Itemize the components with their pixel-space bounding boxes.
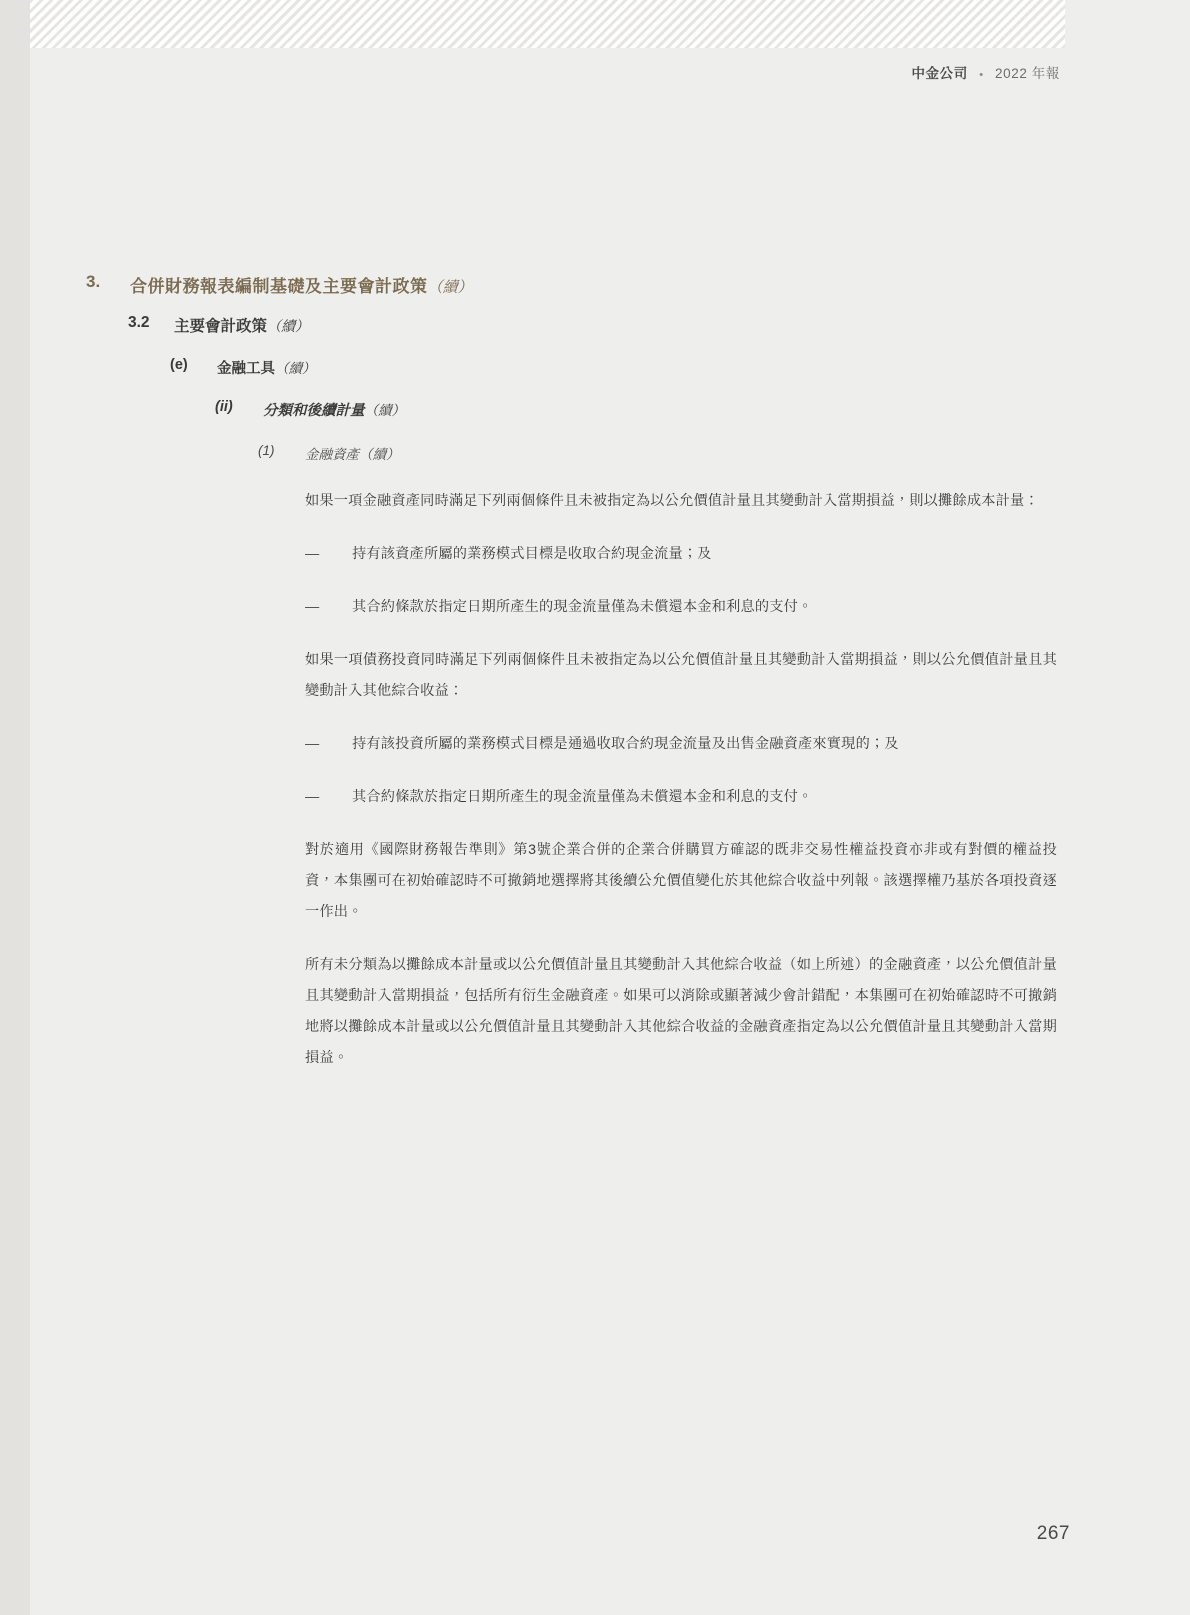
heading-level-1-number: 3. bbox=[86, 272, 101, 291]
list-item-text: 持有該投資所屬的業務模式目標是通過收取合約現金流量及出售金融資產來實現的；及 bbox=[352, 736, 899, 752]
list-item-text: 持有該資產所屬的業務模式目標是收取合約現金流量；及 bbox=[352, 546, 712, 562]
heading-level-3-continued: （續） bbox=[275, 361, 316, 376]
list-item bbox=[305, 729, 1057, 760]
em-dash-bullet-icon: — bbox=[305, 736, 320, 752]
heading-level-2-text bbox=[174, 314, 309, 336]
paragraph-fvtpl-default: 所有未分類為以攤餘成本計量或以公允價值計量且其變動計入其他綜合收益（如上所述）的金融資產，以公允價值計量且其變動計入當期損益，包括所有衍生金融資產。如果可以消除或顯著減少會計錯配，本集團可在初始確認時不可撤銷地將以攤餘成本計量或以公允價值計量且其變動計入其他綜合收益的金融資產指定為以公允價值計量且其變動計入當期損益。 bbox=[305, 957, 1057, 1066]
em-dash-bullet-icon: — bbox=[305, 599, 320, 615]
running-header bbox=[911, 62, 1060, 82]
list-item bbox=[305, 539, 1057, 570]
heading-level-2-title: 主要會計政策 bbox=[174, 318, 268, 335]
heading-level-3-number: (e) bbox=[170, 357, 188, 373]
paragraph-fvoci-conditions: 如果一項債務投資同時滿足下列兩個條件且未被指定為以公允價值計量且其變動計入當期損益，則以公允價值計量且其變動計入其他綜合收益： bbox=[305, 652, 1057, 699]
list-item-text: 其合約條款於指定日期所產生的現金流量僅為未償還本金和利息的支付。 bbox=[352, 599, 813, 615]
page-top-right-gap bbox=[1065, 0, 1190, 48]
list-item-text: 其合約條款於指定日期所產生的現金流量僅為未償還本金和利息的支付。 bbox=[352, 789, 813, 805]
heading-level-2-number: 3.2 bbox=[128, 314, 150, 331]
page-left-edge-band bbox=[0, 0, 30, 1615]
em-dash-bullet-icon: — bbox=[305, 546, 320, 562]
heading-level-4 bbox=[215, 399, 1075, 420]
body-content bbox=[305, 486, 1057, 1074]
list-item bbox=[305, 592, 1057, 623]
heading-level-3 bbox=[170, 357, 1070, 378]
heading-level-1-text bbox=[130, 272, 473, 297]
page-top-hatch-decoration bbox=[30, 0, 1065, 48]
heading-level-4-continued: （續） bbox=[364, 403, 405, 418]
heading-level-1 bbox=[86, 272, 1086, 297]
page-number: 267 bbox=[1036, 1523, 1070, 1544]
heading-level-5 bbox=[258, 443, 1078, 463]
heading-level-4-text bbox=[263, 399, 405, 420]
em-dash-bullet-icon: — bbox=[305, 789, 320, 805]
heading-level-2 bbox=[128, 314, 1078, 336]
list-item bbox=[305, 782, 1057, 813]
running-header-company: 中金公司 bbox=[911, 66, 968, 81]
heading-level-2-continued: （續） bbox=[267, 318, 310, 334]
paragraph-ifrs3-equity-election: 對於適用《國際財務報告準則》第3號企業合併的企業合併購買方確認的既非交易性權益投資亦非或有對價的權益投資，本集團可在初始確認時不可撤銷地選擇將其後續公允價值變化於其他綜合收益中列報。該選擇權乃基於各項投資逐一作出。 bbox=[305, 842, 1057, 920]
heading-level-4-number: (ii) bbox=[215, 399, 233, 415]
heading-level-1-title: 合併財務報表編制基礎及主要會計政策 bbox=[130, 277, 428, 296]
heading-level-5-number: (1) bbox=[258, 443, 275, 458]
paragraph-amortised-cost-conditions: 如果一項金融資產同時滿足下列兩個條件且未被指定為以公允價值計量且其變動計入當期損益，則以攤餘成本計量： bbox=[305, 493, 1039, 509]
heading-level-1-continued: （續） bbox=[427, 279, 473, 296]
running-header-year: 2022 年報 bbox=[995, 66, 1060, 81]
heading-level-3-title: 金融工具 bbox=[217, 361, 275, 377]
heading-level-3-text bbox=[217, 357, 316, 378]
running-header-bullet: • bbox=[979, 69, 984, 81]
heading-level-5-text: 金融資產（續） bbox=[305, 447, 400, 462]
heading-level-4-title: 分類和後續計量 bbox=[263, 403, 365, 419]
